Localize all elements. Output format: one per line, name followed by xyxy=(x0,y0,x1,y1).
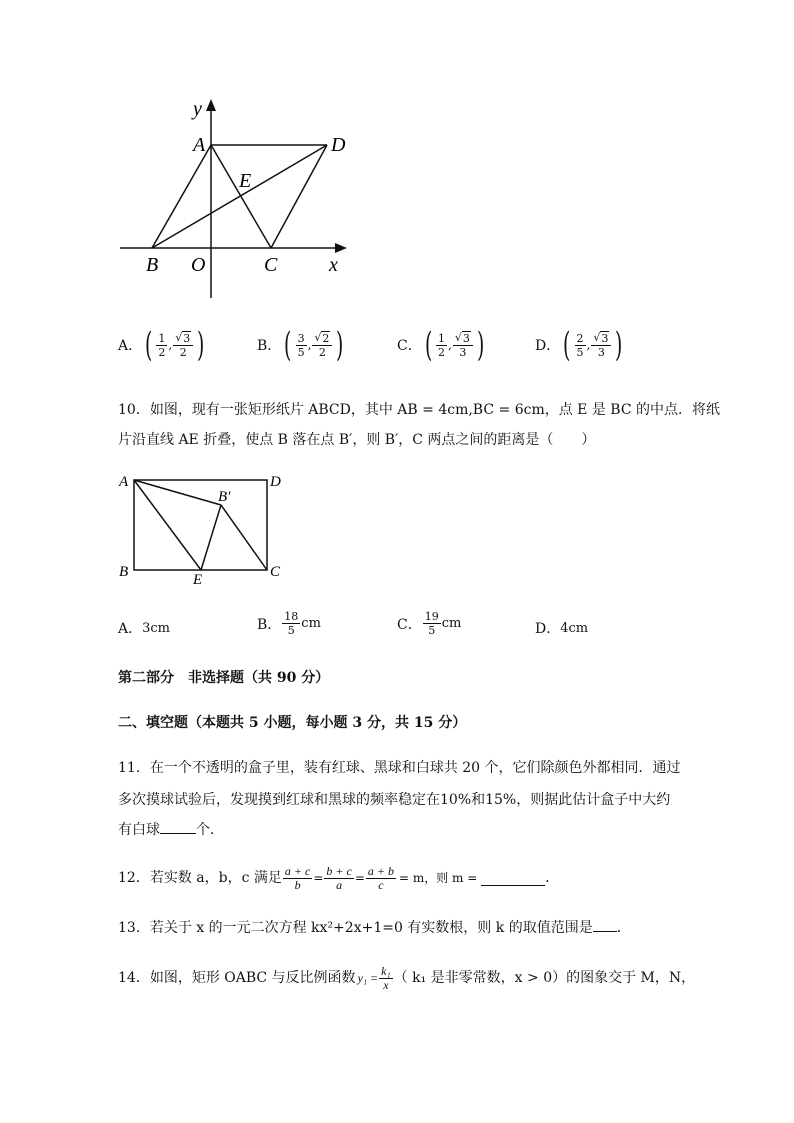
segment-AB xyxy=(152,145,211,248)
q12-answer-blank[interactable] xyxy=(481,871,545,886)
y-axis-arrow xyxy=(206,99,216,111)
label-B: B xyxy=(119,564,129,580)
q10-option-d[interactable]: D． 4cm xyxy=(535,620,589,637)
q10-option-c[interactable]: C． $\frac{19}{5}$ cm xyxy=(397,610,462,637)
q12: 12．若实数 a，b，c 满足 $\frac{a + c}{b}$ = $\frac{b + c}{a}$ = $\frac{a + b}{c}$ = m，则 m = ． xyxy=(118,863,560,892)
q9-option-a[interactable]: A． ( $\frac{1}{2}$ , √ 3 2 ) xyxy=(118,325,205,365)
segment-EB-prime xyxy=(201,505,221,570)
section2-heading: 二、填空题（本题共 5 小题，每小题 3 分，共 15 分） xyxy=(118,715,467,731)
segment-AE xyxy=(134,480,201,570)
rect-ABCD xyxy=(134,480,267,570)
label-O: O xyxy=(191,254,206,276)
q11-answer-blank[interactable] xyxy=(160,833,196,834)
q13: 13．若关于 x 的一元二次方程 kx²+2x+1=0 有实数根，则 k 的取值范围是 ． xyxy=(118,920,631,936)
label-A: A xyxy=(193,134,206,156)
q11-line3: 有白球 个． xyxy=(118,822,224,838)
q11-line1: 11．在一个不透明的盒子里，装有红球、黑球和白球共 20 个，它们除颜色外都相同．通过 xyxy=(118,760,681,776)
rectangle-figure xyxy=(115,468,295,588)
x-axis-arrow xyxy=(335,243,347,253)
part2-heading: 第二部分 非选择题（共 90 分） xyxy=(118,670,330,686)
label-y: y xyxy=(193,98,202,120)
label-C: C xyxy=(270,564,281,580)
label-D: D xyxy=(270,474,281,490)
q10-option-b[interactable]: B． $\frac{18}{5}$ cm xyxy=(257,610,321,637)
q9-option-c[interactable]: C． ( $\frac{1}{2}$ , √ 3 3 ) xyxy=(397,325,485,365)
label-E: E xyxy=(239,170,252,192)
label-D: D xyxy=(331,134,346,156)
segment-B-prime-C xyxy=(221,505,267,570)
q9-option-d[interactable]: D． ( $\frac{2}{5}$ , √ 3 3 ) xyxy=(535,325,623,365)
segment-AC xyxy=(211,145,271,248)
segment-AB-prime xyxy=(134,480,221,505)
coordinate-figure xyxy=(115,95,355,305)
label-B: B xyxy=(146,254,159,276)
label-E: E xyxy=(193,572,203,588)
segment-DC xyxy=(271,145,327,248)
label-A: A xyxy=(119,474,129,490)
q10-line1: 10．如图，现有一张矩形纸片 ABCD，其中 AB = 4cm,BC = 6cm，点 E 是 BC 的中点．将纸 xyxy=(118,402,721,418)
label-C: C xyxy=(264,254,278,276)
q11-line2: 多次摸球试验后，发现摸到红球和黑球的频率稳定在10%和15%，则据此估计盒子中大约 xyxy=(118,792,671,808)
label-x: x xyxy=(329,254,338,276)
q10-line2: 片沿直线 AE 折叠，使点 B 落在点 B′，则 B′，C 两点之间的距离是（ ） xyxy=(118,432,596,448)
label-B-prime: B′ xyxy=(218,489,231,505)
segment-BD xyxy=(152,145,327,248)
q13-answer-blank[interactable] xyxy=(593,931,617,932)
q14: 14．如图，矩形 OABC 与反比例函数 y₁ = $\frac{\text{k₁}}{x}$ （ k₁ 是非零常数，x > 0）的图象交于 M，N， xyxy=(118,963,696,992)
q9-option-b[interactable]: B． ( $\frac{3}{5}$ , √ 2 2 ) xyxy=(257,325,344,365)
q10-option-a[interactable]: A． 3cm xyxy=(118,620,171,637)
